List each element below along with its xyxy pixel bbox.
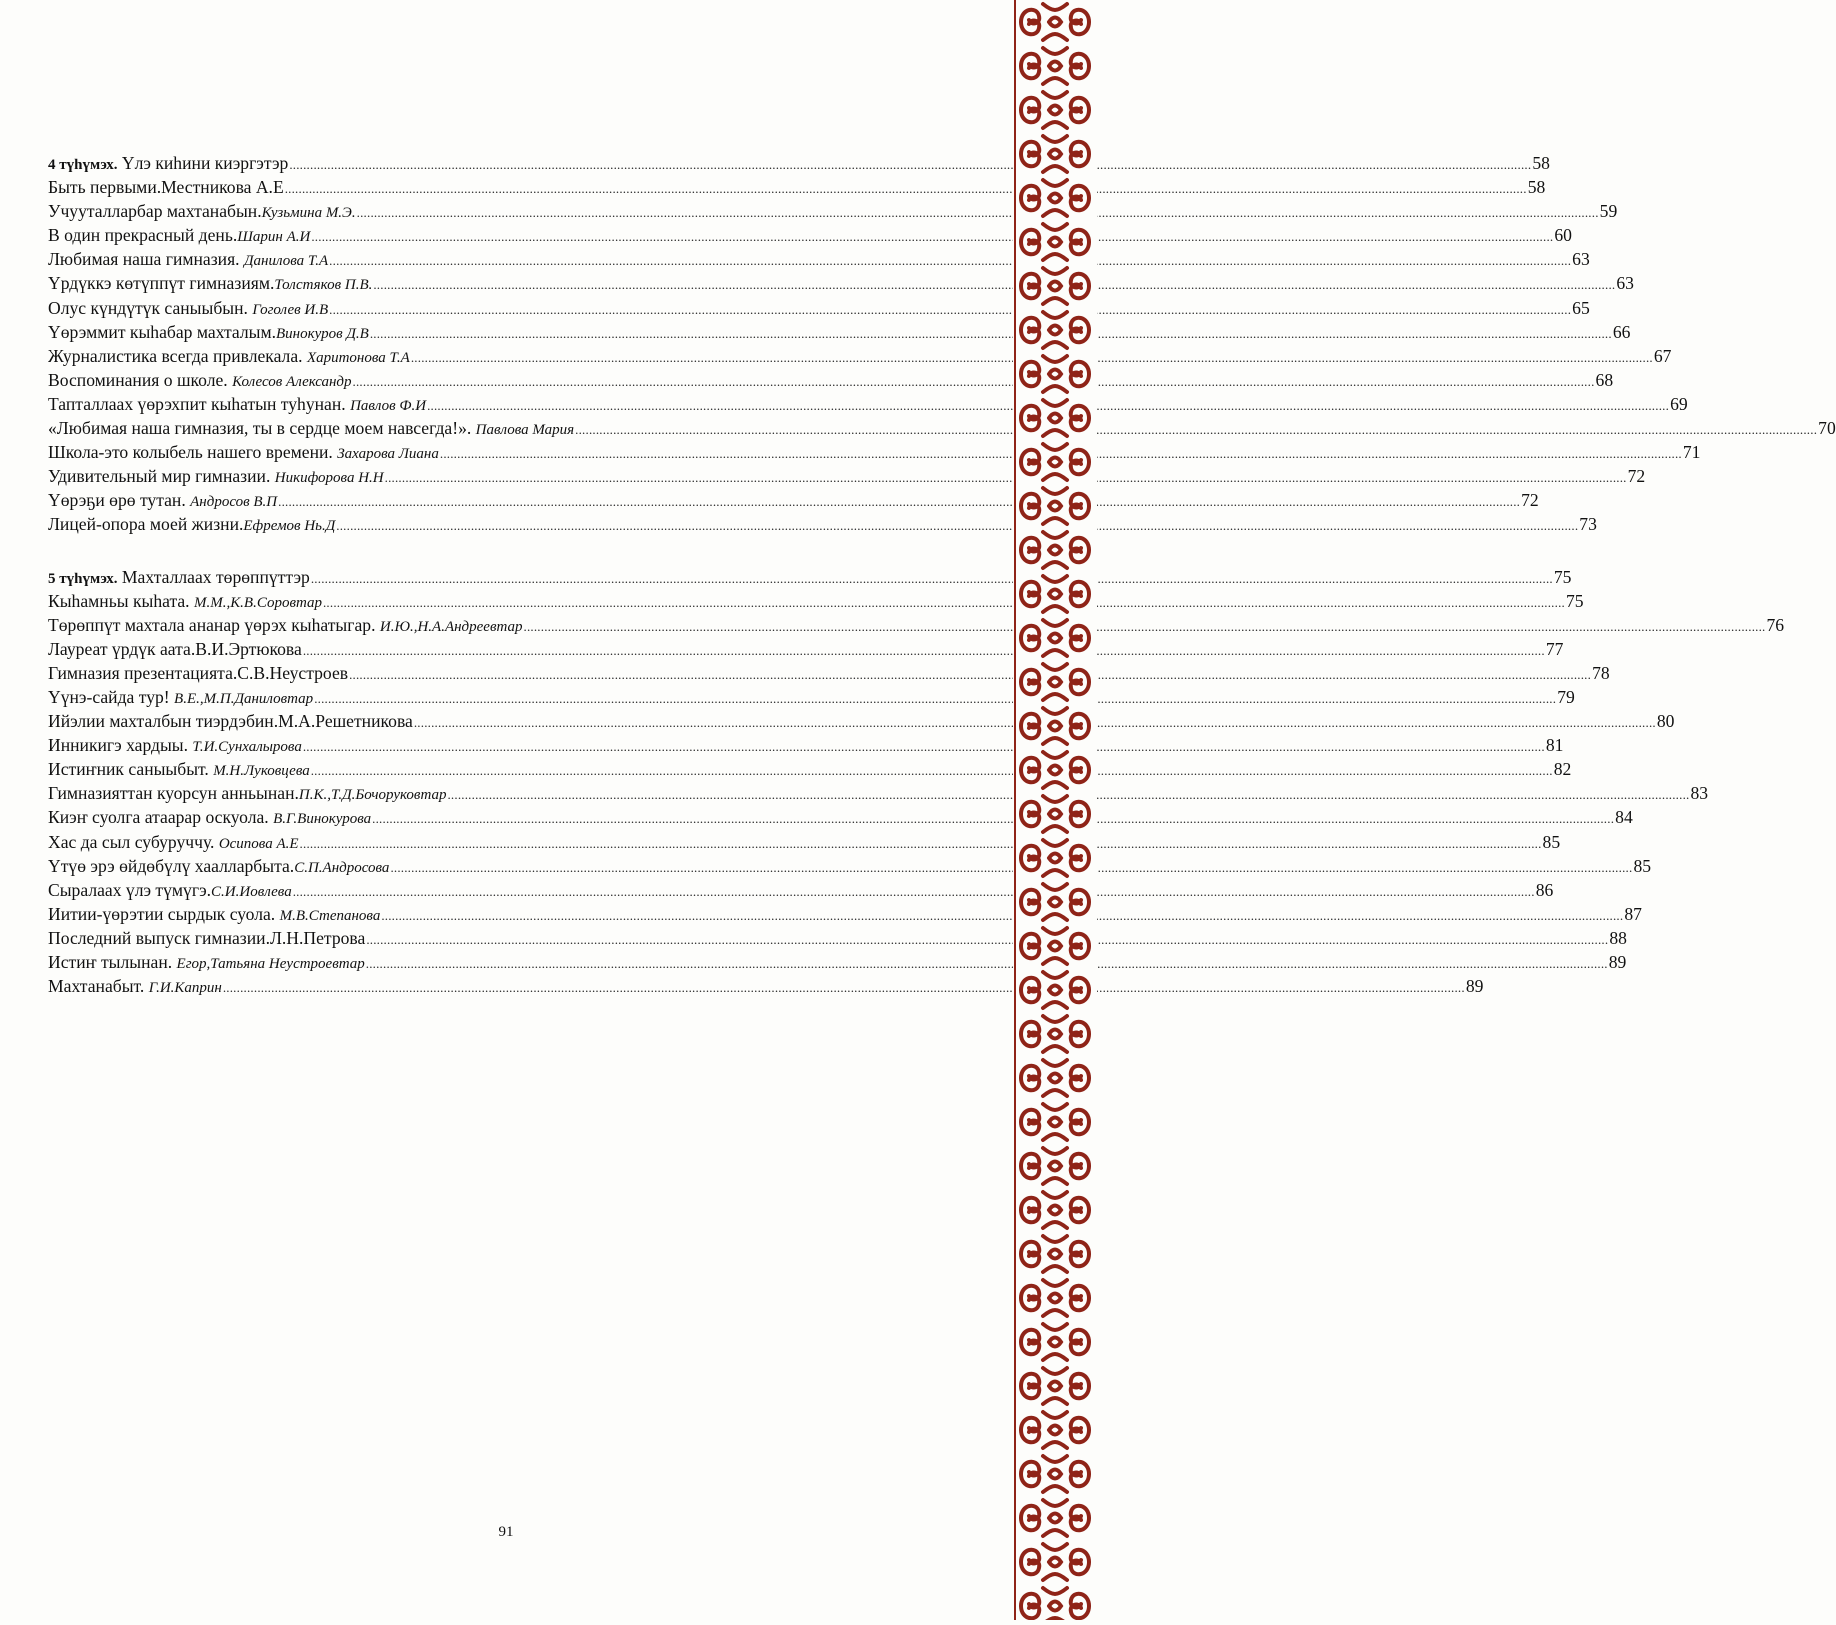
entry-page-number: 63	[1572, 249, 1590, 270]
entry-page-number: 59	[1599, 201, 1618, 222]
entry-title: Иитии-үөрэтии сырдык суола.	[48, 903, 280, 924]
toc-entry	[48, 950, 1627, 974]
entry-page-number: 73	[1579, 514, 1597, 535]
toc-entry-label	[48, 175, 284, 199]
dot-leader	[293, 880, 1535, 904]
entry-author: Егор,Татьяна Неустроевтар	[176, 956, 365, 972]
toc-entry	[48, 247, 1590, 271]
entry-title: Воспоминания о школе.	[48, 369, 233, 390]
toc-entry-label	[48, 661, 348, 685]
entry-title: Үүнэ-сайда тур!	[48, 686, 175, 707]
entry-page-number: 88	[1609, 927, 1627, 948]
toc-entry-label	[48, 271, 372, 297]
entry-title: Махталлаах төрөппүттэр	[117, 566, 310, 587]
entry-author: В.Е.,М.П.Даниловтар	[174, 690, 314, 707]
toc-entry	[48, 416, 1836, 440]
toc-entry	[48, 805, 1633, 829]
entry-page-number: 80	[1656, 711, 1675, 732]
entry-page-number: 82	[1553, 759, 1572, 780]
toc-entry-label	[48, 296, 328, 322]
toc-entry-label	[48, 247, 328, 273]
entry-page-number: 89	[1608, 952, 1627, 972]
toc-entry	[48, 440, 1701, 464]
entry-author: Павлова Мария	[475, 422, 575, 439]
toc-entry-label	[48, 709, 413, 733]
entry-title: Последний выпуск гимназии.Л.Н.Петрова	[48, 927, 366, 948]
dot-leader	[385, 466, 1627, 490]
dot-leader	[300, 832, 1542, 856]
toc-entry	[48, 488, 1539, 512]
dot-leader	[311, 567, 1553, 591]
entry-title: Үлэ киһини киэргэтэр	[117, 153, 289, 173]
dot-leader	[303, 639, 1545, 663]
toc-entry-label	[48, 392, 426, 418]
dot-leader	[311, 225, 1553, 249]
entry-page-number: 83	[1690, 783, 1709, 804]
entry-title: Лауреат үрдүк аата.В.И.Эртюкова	[48, 638, 302, 659]
entry-title: Махтанабыт.	[48, 976, 149, 997]
toc-entry-label	[48, 589, 322, 615]
toc-entry-label	[48, 512, 335, 538]
toc-entry	[48, 512, 1597, 536]
entry-page-number: 66	[1612, 321, 1631, 342]
section-number: 4 түһүмэх.	[48, 157, 118, 173]
toc-entry	[48, 854, 1652, 878]
dot-leader	[289, 153, 1531, 177]
entry-author: С.И.Иовлева	[211, 883, 292, 900]
entry-title: Олус күндүтүк саныыбын.	[48, 297, 253, 318]
entry-author: Винокуров Д.В	[276, 325, 369, 342]
toc-entry	[48, 151, 1550, 175]
toc-entry-label	[48, 613, 523, 639]
dot-leader	[349, 663, 1591, 687]
entry-page-number: 78	[1592, 662, 1610, 683]
toc-entry-label	[48, 733, 302, 759]
entry-title: Ийэлии махталбын тиэрдэбин.М.А.Решетникова	[48, 711, 413, 732]
toc-entry-label	[48, 368, 352, 394]
toc-entry-label	[48, 223, 310, 249]
toc-entry-label	[48, 950, 365, 976]
entry-author: Ефремов Нь.Д	[243, 518, 336, 535]
entry-page-number: 84	[1615, 807, 1633, 828]
entry-title: Кыһамньы кыһата.	[48, 590, 194, 611]
entry-title: Любимая наша гимназия.	[48, 249, 244, 270]
toc-section	[48, 565, 1785, 999]
dot-leader	[524, 615, 1766, 639]
toc-entry-label	[48, 926, 365, 950]
entry-author: П.К.,Т.Д.Бочоруковтар	[298, 787, 447, 804]
entry-author: Гоголев И.В	[252, 301, 329, 318]
dot-leader	[372, 807, 1614, 831]
entry-author: Захарова Лиана	[337, 446, 439, 463]
entry-page-number: 65	[1572, 297, 1590, 318]
dot-leader	[575, 418, 1817, 442]
toc-entry-label	[48, 685, 313, 711]
dot-leader	[366, 928, 1608, 952]
entry-title: Хас да сыл субуруччу.	[48, 831, 219, 852]
toc-entry-label	[48, 854, 389, 880]
toc-entry	[48, 392, 1688, 416]
toc-entry-label	[48, 344, 410, 370]
toc-entry-label	[48, 199, 356, 225]
table-of-contents	[48, 151, 1836, 1026]
entry-page-number: 77	[1545, 638, 1564, 659]
entry-author: М.М.,К.В.Соровтар	[193, 594, 322, 611]
entry-title: Тапталлаах үөрэхпит кыһатын туһунан.	[48, 393, 351, 414]
entry-author: Данилова Т.А	[243, 253, 329, 270]
entry-author: С.П.Андросова	[294, 859, 390, 876]
dot-leader	[311, 759, 1553, 783]
toc-entry	[48, 685, 1575, 709]
entry-title: Киэҥ суолга атаарар оскуола.	[48, 807, 274, 828]
toc-entry	[48, 296, 1590, 320]
entry-title: Школа-это колыбель нашего времени.	[48, 442, 338, 463]
toc-entry	[48, 223, 1572, 247]
dot-leader	[329, 249, 1571, 273]
entry-page-number: 63	[1616, 273, 1634, 294]
entry-author: Осипова А.Е	[218, 835, 299, 852]
entry-author: М.В.Степанова	[279, 907, 381, 924]
toc-entry-label	[48, 805, 371, 831]
entry-page-number: 70	[1818, 418, 1836, 439]
toc-entry	[48, 320, 1631, 344]
entry-title: Удивительный мир гимназии.	[48, 466, 275, 487]
entry-page-number: 85	[1633, 855, 1652, 876]
toc-section	[48, 151, 1836, 537]
toc-entry	[48, 878, 1554, 902]
section-number: 5 түһүмэх.	[48, 570, 118, 587]
dot-leader	[285, 177, 1527, 201]
entry-page-number: 68	[1595, 369, 1614, 390]
toc-entry	[48, 565, 1572, 589]
toc-entry	[48, 733, 1564, 757]
entry-title: Гимназияттан куорсун анньынан.	[48, 783, 299, 804]
entry-author: Кузьмина М.Э.	[261, 205, 356, 222]
entry-author: Павлов Ф.И	[350, 397, 427, 414]
entry-title: Журналистика всегда привлекала.	[48, 345, 307, 366]
entry-page-number: 76	[1766, 614, 1785, 635]
dot-leader	[303, 735, 1545, 759]
entry-author: В.Г.Винокурова	[273, 811, 372, 828]
entry-author: И.Ю.,Н.А.Андреевтар	[379, 618, 523, 635]
toc-entry	[48, 781, 1709, 805]
entry-title: «Любимая наша гимназия, ты в сердце моем навсегда!».	[48, 418, 476, 439]
entry-page-number: 75	[1565, 590, 1584, 611]
toc-entry	[48, 613, 1785, 637]
entry-page-number: 85	[1542, 831, 1561, 852]
entry-page-number: 58	[1527, 177, 1546, 198]
toc-entry	[48, 589, 1584, 613]
toc-entry	[48, 637, 1564, 661]
entry-author: Андросов В.П	[190, 494, 278, 511]
entry-title: Инникигэ хардыы.	[48, 735, 193, 756]
toc-entry-label	[48, 974, 222, 1000]
entry-author: Харитонова Т.А	[306, 349, 410, 366]
entry-author: Толстяков П.В.	[274, 277, 373, 294]
dot-leader	[370, 322, 1612, 346]
dot-leader	[353, 370, 1595, 394]
toc-entry	[48, 464, 1646, 488]
entry-title: Истиҥник саныыбыт.	[48, 759, 214, 780]
toc-entry-label	[48, 440, 439, 466]
entry-author: Шарин А.И	[237, 229, 311, 246]
entry-author: Никифорова Н.Н	[274, 470, 384, 487]
dot-leader	[390, 856, 1632, 880]
toc-entry	[48, 175, 1546, 199]
entry-title: Лицей-опора моей жизни.	[48, 514, 244, 535]
entry-author: Г.И.Каприн	[148, 980, 222, 997]
entry-title: Быть первыми.Местникова А.Е	[48, 177, 284, 198]
entry-page-number: 60	[1554, 225, 1572, 246]
dot-leader	[329, 298, 1571, 322]
dot-leader	[223, 976, 1465, 1000]
toc-entry-label	[48, 637, 302, 661]
toc-entry-label	[48, 151, 288, 177]
toc-entry-label	[48, 902, 380, 928]
dot-leader	[323, 591, 1565, 615]
entry-page-number: 71	[1682, 442, 1701, 463]
entry-title: Сыралаах үлэ түмүгэ.	[48, 879, 212, 900]
entry-author: Колесов Александр	[232, 373, 352, 390]
toc-entry-label	[48, 781, 446, 807]
entry-page-number: 58	[1532, 153, 1550, 173]
entry-title: Гимназия презентацията.С.В.Неустроев	[48, 662, 349, 683]
entry-page-number: 75	[1553, 566, 1572, 587]
entry-title: Төрөппүт махтала ананар үөрэх кыһатыгар.	[48, 614, 380, 635]
dot-leader	[357, 201, 1599, 225]
toc-entry	[48, 830, 1561, 854]
entry-title: Үрдүккэ көтүппүт гимназиям.	[48, 273, 275, 294]
toc-entry-label	[48, 757, 310, 783]
page-number: 91	[498, 1524, 514, 1540]
toc-entry	[48, 344, 1672, 368]
dot-leader	[314, 687, 1556, 711]
entry-page-number: 79	[1557, 686, 1575, 707]
entry-page-number: 81	[1545, 735, 1564, 756]
dot-leader	[366, 952, 1608, 976]
toc-entry-label	[48, 416, 574, 442]
entry-page-number: 72	[1627, 466, 1646, 487]
entry-page-number: 67	[1653, 345, 1672, 366]
dot-leader	[381, 904, 1623, 928]
entry-page-number: 69	[1670, 393, 1688, 414]
toc-entry	[48, 709, 1675, 733]
entry-title: Истиҥ тылынан.	[48, 952, 177, 972]
entry-title: В один прекрасный день.	[48, 225, 238, 246]
ornamental-border	[1013, 0, 1097, 1620]
entry-page-number: 89	[1465, 976, 1484, 997]
dot-leader	[336, 514, 1578, 538]
toc-entry	[48, 199, 1618, 223]
toc-entry	[48, 902, 1642, 926]
toc-entry	[48, 926, 1627, 950]
toc-entry	[48, 368, 1614, 392]
entry-author: М.Н.Луковцева	[213, 763, 310, 780]
toc-entry	[48, 661, 1610, 685]
toc-entry-label	[48, 565, 310, 591]
toc-entry-label	[48, 488, 277, 514]
toc-entry-label	[48, 464, 384, 490]
entry-page-number: 72	[1521, 490, 1539, 511]
toc-entry	[48, 974, 1484, 998]
entry-page-number: 87	[1624, 903, 1642, 924]
entry-author: Т.И.Сунхалырова	[192, 739, 302, 756]
dot-leader	[278, 490, 1520, 514]
toc-entry	[48, 271, 1634, 295]
entry-title: Учууталларбар махтанабын.	[48, 201, 262, 222]
toc-entry-label	[48, 878, 292, 904]
dot-leader	[373, 273, 1615, 297]
entry-page-number: 86	[1535, 879, 1554, 900]
entry-title: Үөрэҕи өрө тутан.	[48, 490, 191, 511]
toc-entry-label	[48, 320, 369, 346]
toc-entry	[48, 757, 1572, 781]
entry-title: Үөрэммит кыһабар махталым.	[48, 321, 277, 342]
toc-entry-label	[48, 830, 299, 856]
entry-title: Үтүө эрэ өйдөбүлү хаалларбыта.	[48, 855, 295, 876]
